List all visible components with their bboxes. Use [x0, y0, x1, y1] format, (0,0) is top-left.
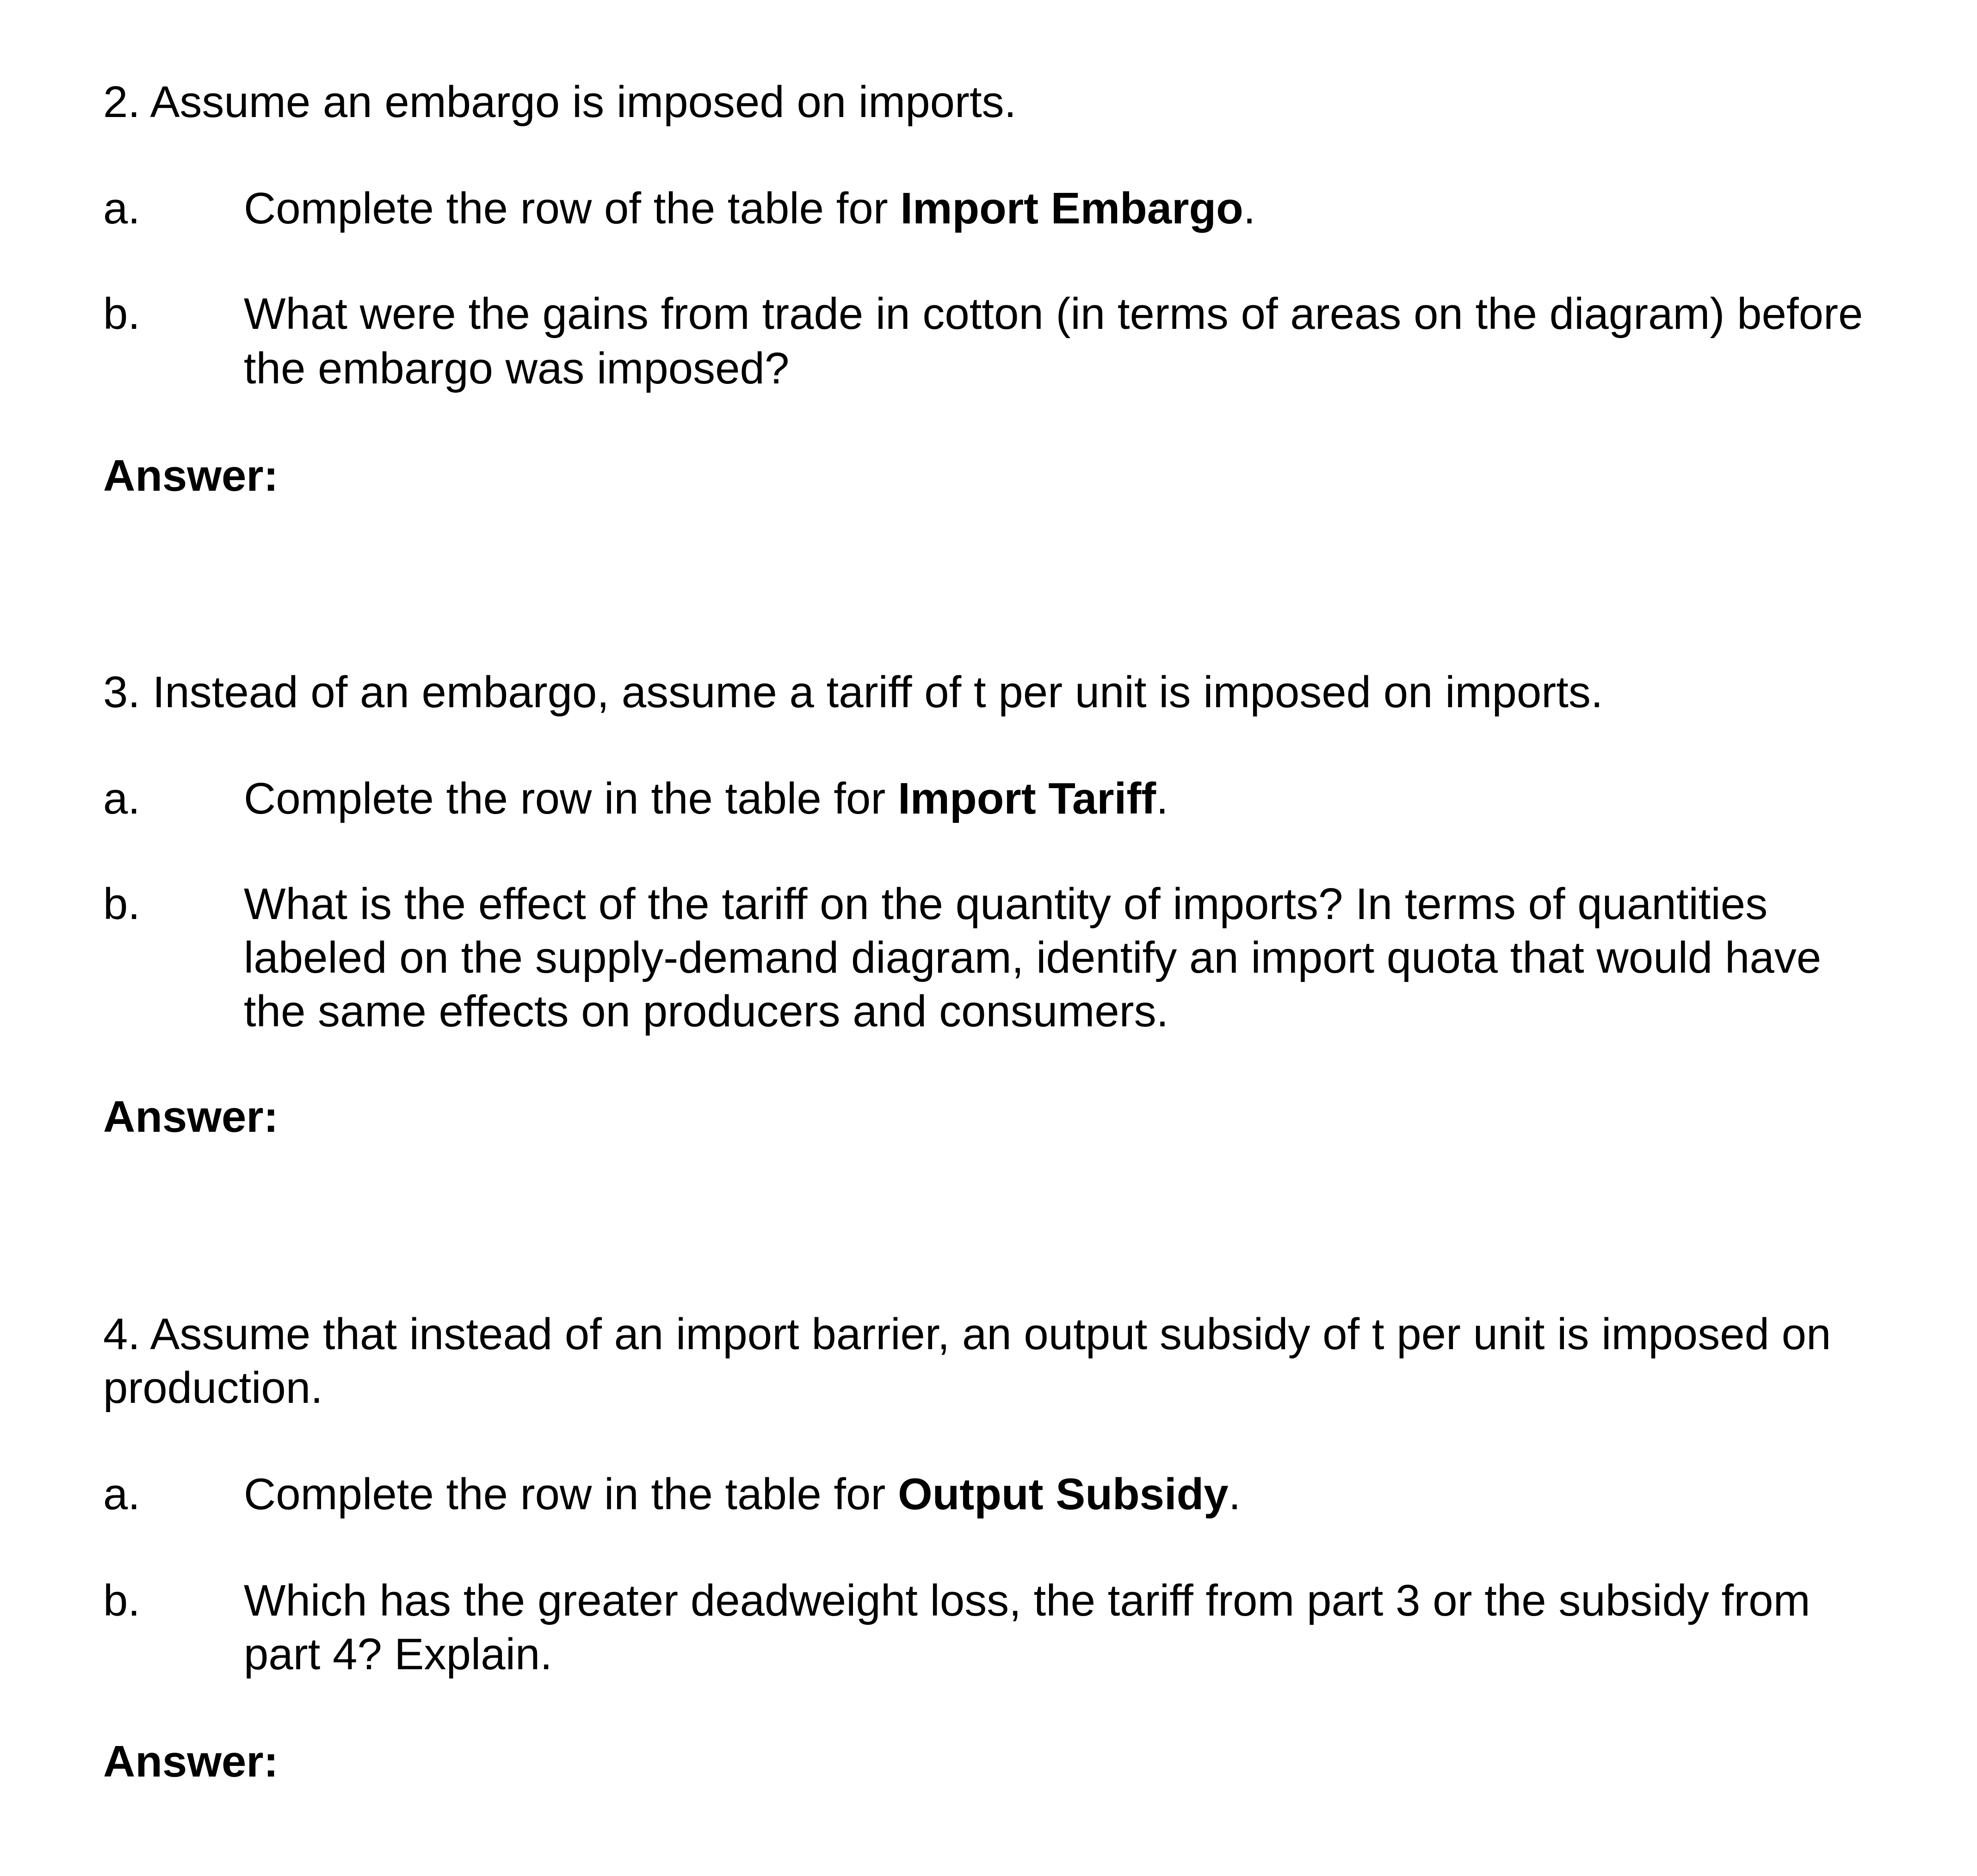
- question-4a-bold: Output Subsidy: [898, 1469, 1229, 1519]
- question-2a-text: [244, 181, 1918, 236]
- question-2b-label: b.: [103, 289, 141, 339]
- question-4-answer-label: Answer:: [103, 1737, 278, 1786]
- question-4a-text: [244, 1467, 1918, 1522]
- question-4b-label: b.: [103, 1576, 141, 1625]
- question-3a-label: a.: [103, 774, 141, 823]
- question-3b-line2: labeled on the supply-demand diagram, identify an import quota that would have: [244, 933, 1822, 982]
- question-4a-before: Complete the row in the table for: [244, 1469, 898, 1519]
- question-3b-line3: the same effects on producers and consumers.: [244, 987, 1169, 1036]
- question-2-text: 2. Assume an embargo is imposed on imports.: [103, 77, 1017, 127]
- question-2-answer-label: Answer:: [103, 451, 278, 500]
- question-3b-line1: What is the effect of the tariff on the quantity of imports? In terms of quantities: [244, 879, 1768, 929]
- question-4a-label: a.: [103, 1469, 141, 1519]
- question-3-answer-label: Answer:: [103, 1092, 278, 1142]
- question-3b-label: b.: [103, 879, 141, 929]
- question-3a-after: .: [1156, 774, 1168, 823]
- question-2a-label: a.: [103, 184, 141, 233]
- question-2a-bold: Import Embargo: [900, 184, 1243, 233]
- question-3a-text: [244, 771, 1918, 826]
- question-2b-line2: the embargo was imposed?: [244, 344, 790, 393]
- question-4b-line2: part 4? Explain.: [244, 1629, 553, 1679]
- question-2a-after: .: [1243, 184, 1256, 233]
- question-3a-before: Complete the row in the table for: [244, 774, 898, 823]
- question-4-line2: production.: [103, 1363, 323, 1413]
- question-4-line1: 4. Assume that instead of an import barrier, an output subsidy of t per unit is imposed on: [103, 1309, 1831, 1359]
- question-2a-before: Complete the row of the table for: [244, 184, 901, 233]
- question-3a-bold: Import Tariff: [898, 774, 1156, 823]
- question-2b-line1: What were the gains from trade in cotton (in terms of areas on the diagram) before: [244, 289, 1863, 339]
- question-3-text: 3. Instead of an embargo, assume a tariff of t per unit is imposed on imports.: [103, 667, 1603, 717]
- question-4a-after: .: [1228, 1469, 1241, 1519]
- question-4b-line1: Which has the greater deadweight loss, the tariff from part 3 or the subsidy from: [244, 1576, 1810, 1625]
